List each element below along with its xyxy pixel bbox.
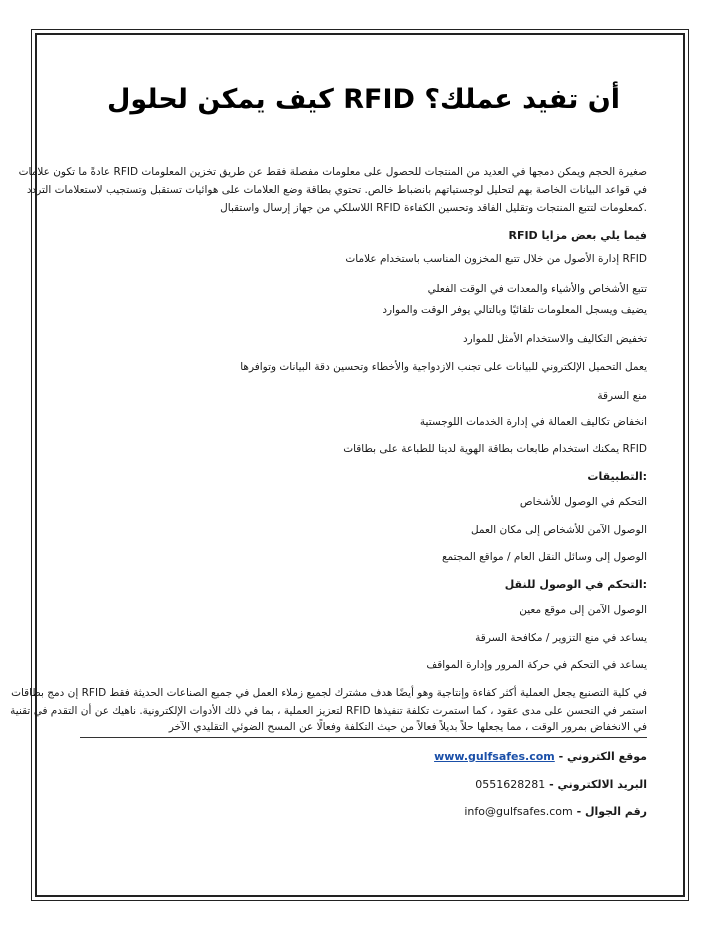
- closing-line-2: استمر في التحسن على مدى عقود ، كما استمرت تكلفة تنفيذها RFID لتعزيز العملية ، بما في ذلك الأدوات الإلكترونية. ناهيك عن أن التقدم في تقنية: [10, 705, 647, 717]
- contact-email-value: 0551628281: [475, 778, 546, 791]
- contact-email: [475, 778, 647, 791]
- intro-line-1: صغيرة الحجم ويمكن دمجها في العديد من المنتجات للحصول على معلومات مفصلة فقط عن طريق تخزين المعلومات RFID عادةً ما تكون علامات: [18, 166, 647, 178]
- application-item: التحكم في الوصول للأشخاص: [519, 496, 647, 508]
- contact-phone: [464, 805, 647, 818]
- closing-line-1: في كلية التصنيع يجعل العملية أكثر كفاءة وإنتاجية وهو أيضًا هدف مشترك لجميع زملاء العمل في جميع الصناعات الحديثة فقط RFID إن دمج بطاقات: [11, 687, 647, 699]
- applications-heading: :التطبيقات: [587, 470, 647, 483]
- contact-website-label: موقع الكتروني -: [554, 750, 647, 763]
- access-item: يساعد في منع التزوير / مكافحة السرقة: [475, 632, 647, 644]
- benefit-item: منع السرقة: [597, 390, 647, 402]
- page-title: أن تفيد عملك؟ RFID كيف يمكن لحلول: [106, 84, 621, 115]
- access-heading: :التحكم في الوصول للنقل: [504, 578, 647, 591]
- access-item: يساعد في التحكم في حركة المرور وإدارة المواقف: [426, 659, 647, 671]
- website-link[interactable]: www.gulfsafes.com: [434, 750, 555, 763]
- benefit-item: يضيف ويسجل المعلومات تلقائيًا وبالتالي يوفر الوقت والموارد: [382, 304, 647, 316]
- closing-line-3: في الانخفاض بمرور الوقت ، مما يجعلها حلاً بديلاً فعالاً من حيث التكلفة وفعالًا عن المسح الضوئي التقليدي الآخر: [168, 721, 647, 733]
- benefits-heading: فيما يلي بعض مزايا RFID: [508, 229, 647, 242]
- benefit-item: انخفاض تكاليف العمالة في إدارة الخدمات اللوجستية: [419, 416, 647, 428]
- intro-line-2: في قواعد البيانات الخاصة بهم لتحليل لوجستياتهم بانضباط خالص. تحتوي بطاقة وضع العلامات على هوائيات تستقبل وتستجيب لاستعلامات التردد: [26, 184, 647, 196]
- application-item: الوصول إلى وسائل النقل العام / مواقع المجتمع: [441, 551, 647, 563]
- contact-phone-value: info@gulfsafes.com: [464, 805, 573, 818]
- benefit-item: يعمل التحميل الإلكتروني للبيانات على تجنب الازدواجية والأخطاء وتحسين دقة البيانات وتوافرها: [240, 361, 647, 373]
- benefit-item: تتبع الأشخاص والأشياء والمعدات في الوقت الفعلي: [427, 283, 647, 295]
- access-item: الوصول الآمن إلى موقع معين: [519, 604, 647, 616]
- benefit-item: RFID إدارة الأصول من خلال تتبع المخزون المناسب باستخدام علامات: [345, 253, 647, 265]
- intro-line-3: .كمعلومات لتتبع المنتجات وتقليل الفاقد وتحسين الكفاءة RFID اللاسلكي من جهاز إرسال واستقبال: [220, 202, 647, 214]
- contact-phone-label: رقم الجوال -: [572, 805, 647, 818]
- benefit-item: RFID يمكنك استخدام طابعات بطاقة الهوية لدينا للطباعة على بطاقات: [343, 443, 647, 455]
- benefit-item: تخفيض التكاليف والاستخدام الأمثل للموارد: [462, 333, 647, 345]
- divider: [80, 737, 647, 738]
- contact-website: [434, 750, 647, 763]
- page-border-inner: [35, 33, 685, 897]
- contact-email-label: البريد الالكتروني -: [545, 778, 647, 791]
- application-item: الوصول الآمن للأشخاص إلى مكان العمل: [470, 524, 647, 536]
